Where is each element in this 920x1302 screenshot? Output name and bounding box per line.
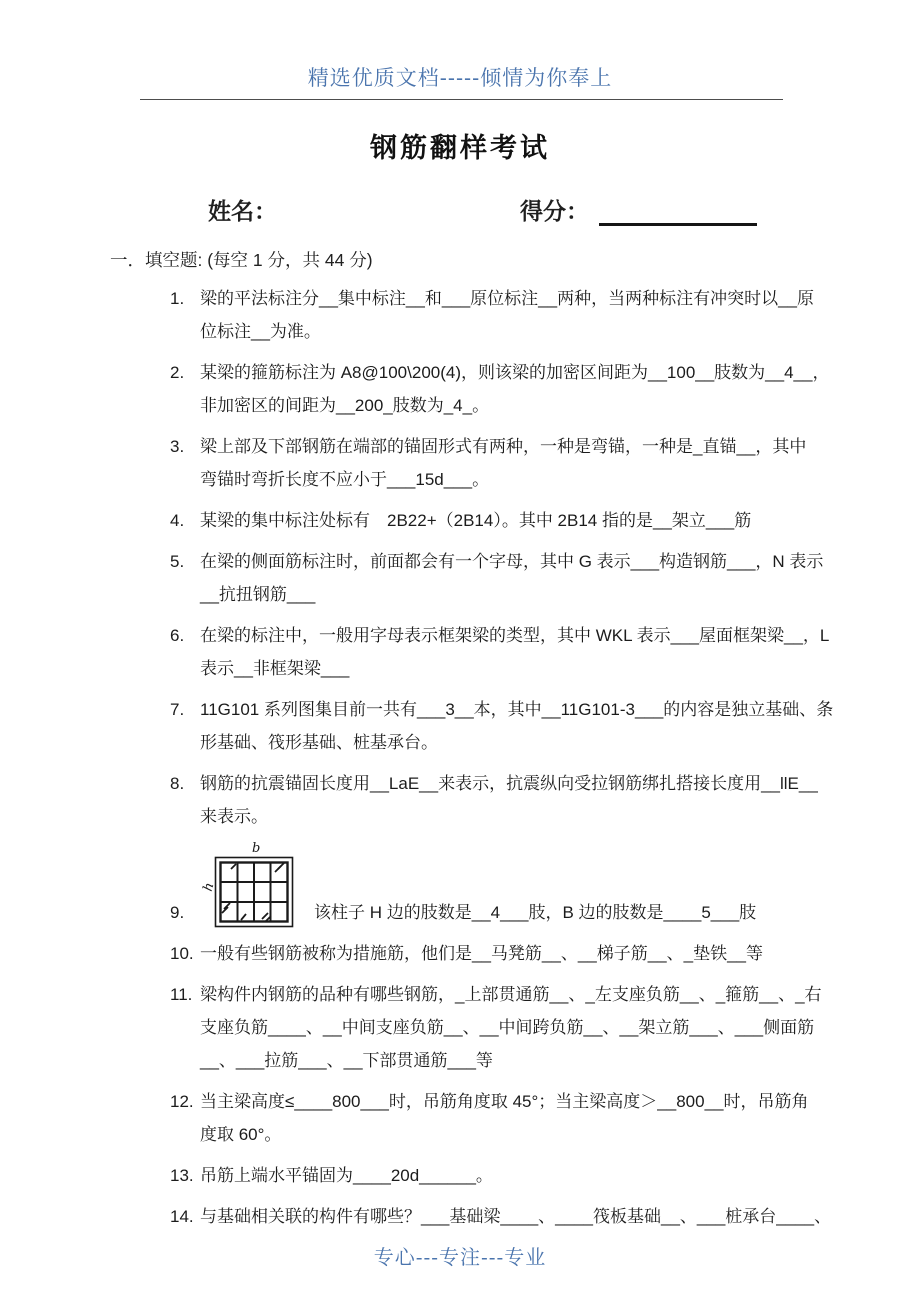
question-item (170, 1200, 920, 1233)
question-text (200, 504, 751, 537)
question-text (200, 767, 818, 833)
question-line: 梁的平法标注分__集中标注__和___原位标注__两种，当两种标注有冲突时以__原 (200, 289, 814, 308)
question-text (200, 1159, 493, 1192)
question-item (170, 545, 920, 611)
question-line: 弯锚时弯折长度不应小于___15d___。 (200, 470, 490, 489)
column-section-figure (200, 841, 300, 929)
question-line: 钢筋的抗震锚固长度用__LaE__来表示，抗震纵向受拉钢筋绑扎搭接长度用__llE__ (200, 774, 818, 793)
question-number: 8. (170, 774, 185, 793)
question-line: __、___拉筋___、__下部贯通筋___等 (200, 1051, 493, 1070)
name-label: 姓名： (208, 198, 277, 224)
question-number: 14. (170, 1207, 194, 1226)
question-line: 梁上部及下部钢筋在端部的锚固形式有两种，一种是弯锚，一种是_直锚__，其中 (200, 437, 807, 456)
question-item (170, 841, 920, 929)
header-watermark: 精选优质文档-----倾情为你奉上 (307, 66, 613, 90)
header-rule (140, 99, 783, 100)
footer-watermark: 专心---专注---专业 (373, 1245, 547, 1269)
question-line: 位标注__为准。 (200, 322, 321, 341)
question-item (170, 1159, 920, 1192)
figure-label-h: h (200, 881, 218, 894)
question-item (170, 978, 920, 1077)
question-line: 在梁的侧面筋标注时，前面都会有一个字母，其中 G 表示___构造钢筋___，N 表示 (200, 552, 824, 571)
question-line: 该柱子 H 边的肢数是__4___肢，B 边的肢数是____5___肢 (314, 903, 757, 922)
score-blank-underline (599, 202, 757, 226)
exam-title: 钢筋翻样考试 (370, 133, 550, 163)
question-text (200, 1200, 831, 1233)
question-number: 6. (170, 626, 185, 645)
column-section-diagram (200, 841, 300, 929)
question-line: 一般有些钢筋被称为措施筋，他们是__马凳筋__、__梯子筋__、_垫铁__等 (200, 944, 763, 963)
question-line: 非加密区的间距为__200_肢数为_4_。 (200, 396, 490, 415)
question-text (200, 978, 822, 1077)
question-text (314, 896, 756, 929)
question-line: 来表示。 (200, 807, 268, 826)
question-line: 11G101 系列图集目前一共有___3__本，其中__11G101-3___的内容是独立基础、条 (200, 700, 834, 719)
score-label: 得分： (520, 198, 589, 224)
score-group (520, 193, 757, 226)
name-score-row (0, 187, 920, 231)
question-item (170, 767, 920, 833)
question-text (200, 430, 806, 496)
question-line: 某梁的集中标注处标有 2B22+（2B14）。其中 2B14 指的是__架立___筋 (200, 511, 752, 530)
question-number: 2. (170, 363, 185, 382)
question-line: 支座负筋____、__中间支座负筋__、__中间跨负筋__、__架立筋___、___侧面筋 (200, 1018, 815, 1037)
question-line: 表示__非框架梁___ (200, 659, 350, 678)
question-text (200, 282, 814, 348)
question-item (170, 504, 920, 537)
question-number: 5. (170, 552, 185, 571)
question-line: __抗扭钢筋___ (200, 585, 316, 604)
question-line: 形基础、筏形基础、桩基承台。 (200, 733, 438, 752)
question-item (170, 937, 920, 970)
question-line: 度取 60°。 (200, 1125, 282, 1144)
question-line: 当主梁高度≤____800___时，吊筋角度取 45°；当主梁高度＞__800__时，吊筋角 (200, 1092, 809, 1111)
figure-label-b: b (252, 841, 261, 856)
question-number: 1. (170, 289, 185, 308)
question-item (170, 1085, 920, 1151)
question-number: 3. (170, 437, 185, 456)
question-number: 10. (170, 944, 194, 963)
question-number: 4. (170, 511, 185, 530)
question-item (170, 693, 920, 759)
question-text (200, 1085, 809, 1151)
questions-list (170, 282, 920, 1233)
question-line: 与基础相关联的构件有哪些？___基础梁____、____筏板基础__、___桩承台____、 (200, 1207, 832, 1226)
question-text (200, 545, 823, 611)
question-item (170, 282, 920, 348)
question-number: 9. (170, 903, 185, 922)
question-number: 11. (170, 985, 193, 1004)
question-item (170, 356, 920, 422)
question-text (200, 693, 833, 759)
question-number: 12. (170, 1092, 194, 1111)
question-line: 某梁的箍筋标注为 A8@100\200(4)，则该梁的加密区间距为__100__肢数为__4__， (200, 363, 830, 382)
question-item (170, 430, 920, 496)
section-heading: 一．填空题: (每空 1 分，共 44 分) (110, 250, 373, 270)
question-number: 13. (170, 1166, 194, 1185)
question-item (170, 619, 920, 685)
question-number: 7. (170, 700, 185, 719)
question-line: 在梁的标注中，一般用字母表示框架梁的类型，其中 WKL 表示___屋面框架梁__，L (200, 626, 830, 645)
question-text (200, 937, 763, 970)
question-line: 梁构件内钢筋的品种有哪些钢筋，_上部贯通筋__、_左支座负筋__、_箍筋__、_右 (200, 985, 822, 1004)
question-text (200, 619, 829, 685)
question-line: 吊筋上端水平锚固为____20d______。 (200, 1166, 493, 1185)
question-text (200, 356, 829, 422)
